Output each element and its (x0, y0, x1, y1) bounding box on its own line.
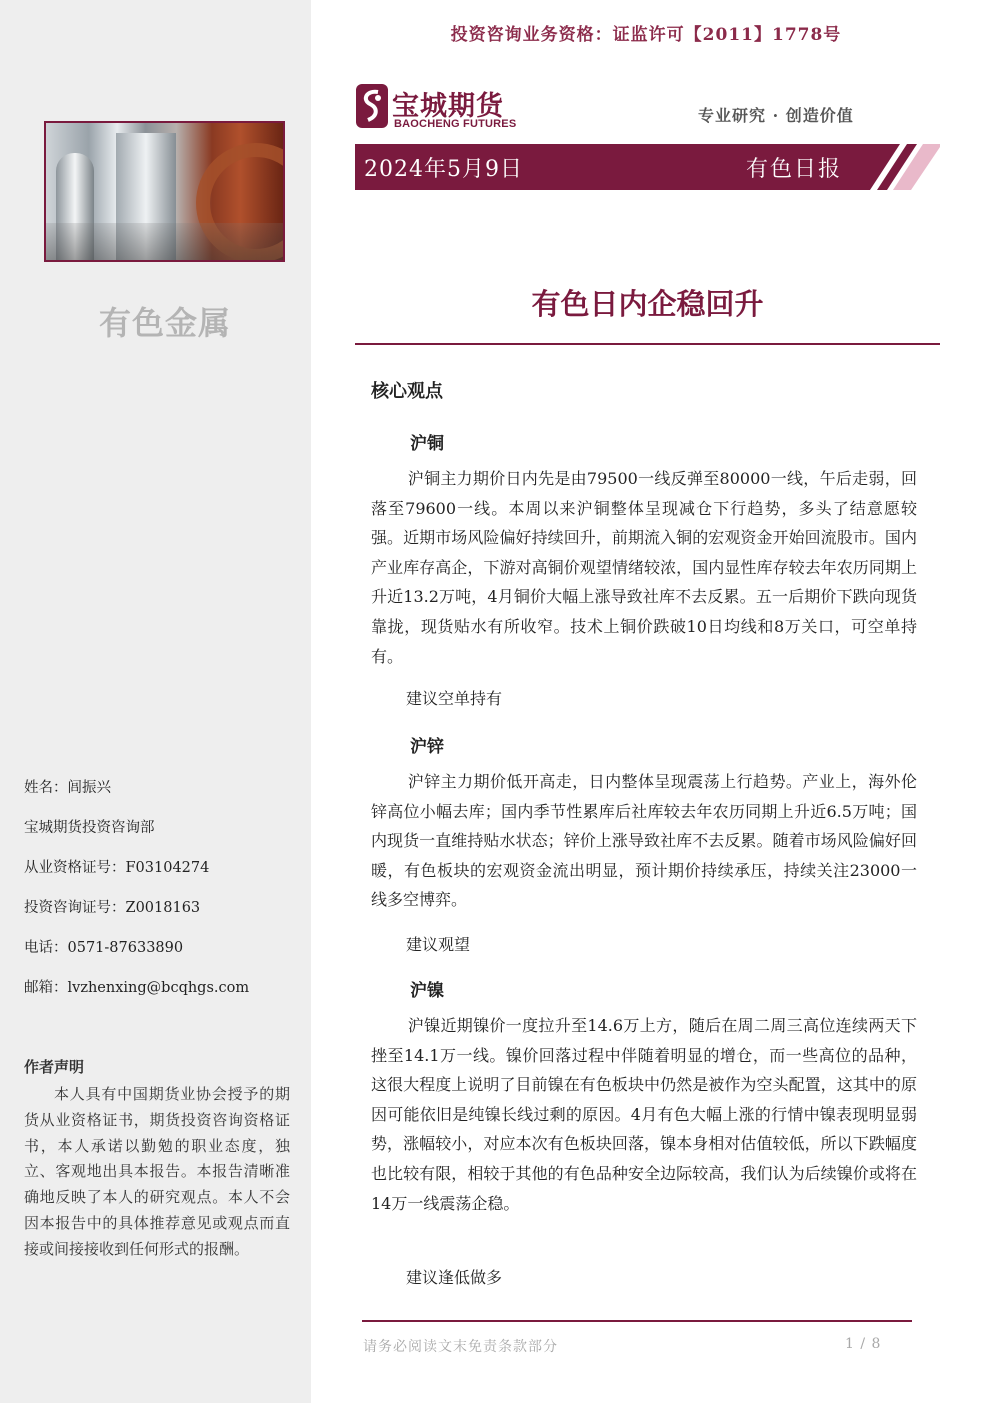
footer-disclaimer: 请务必阅读文末免责条款部分 (363, 1339, 558, 1355)
report-date: 2024年5月9日 (364, 157, 523, 182)
contact-info (24, 777, 304, 1017)
contact-name: 姓名：闾振兴 (24, 780, 111, 796)
section-copper-text: 沪铜主力期价日内先是由79500一线反弹至80000一线，午后走弱，回落至79600一线。本周以来沪铜整体呈现减仓下行趋势，多头了结意愿较强。近期市场风险偏好持续回升，前期流入铜的宏观资金开始回流股市。国内产业库存高企，下游对高铜价观望情绪较浓，国内显性库存较去年农历同期上升近13.2万吨，4月铜价大幅上涨导致社库不去反累。五一后期价下跌向现货靠拢，现货贴水有所收窄。技术上铜价跌破10日均线和8万关口，可空单持有。 (371, 469, 917, 666)
section-zinc-advice: 建议观望 (406, 935, 471, 954)
logo-cn-name: 宝城期货 (392, 91, 504, 122)
section-copper-advice: 建议空单持有 (406, 689, 503, 708)
page-number: 1 / 8 (845, 1336, 882, 1352)
contact-email: 邮箱：lvzhenxing@bcqhgs.com (24, 980, 250, 996)
logo-en-name: BAOCHENG FUTURES (394, 118, 517, 130)
main-title: 有色日内企稳回升 (531, 287, 764, 321)
section-nickel-advice: 建议逢低做多 (406, 1268, 503, 1287)
section-nickel-text: 沪镍近期镍价一度拉升至14.6万上方，随后在周二周三高位连续两天下挫至14.1万一线。镍价回落过程中伴随着明显的增仓，而一些高位的品种，这很大程度上说明了目前镍在有色板块中仍然是被作为空头配置，这其中的原因可能依旧是纯镍长线过剩的原因。4月有色大幅上涨的行情中镍表现明显弱势，涨幅较小，对应本次有色板块回落，镍本身相对估值较低，所以下跌幅度也比较有限，相较于其他的有色品种安全边际较高，我们认为后续镍价或将在14万一线震荡企稳。 (371, 1016, 917, 1213)
footer-divider (362, 1320, 912, 1322)
section-zinc-text: 沪锌主力期价低开高走，日内整体呈现震荡上行趋势。产业上，海外伦锌高位小幅去库；国内季节性累库后社库较去年农历同期上升近6.5万吨；国内现货一直维持贴水状态；锌价上涨导致社库不去反累。随着市场风险偏好回暖，有色板块的宏观资金流出明显，预计期价持续承压，持续关注23000一线多空博弈。 (371, 772, 917, 910)
sidebar-category: 有色金属 (98, 304, 231, 342)
declaration-title: 作者声明 (24, 1058, 85, 1076)
contact-qualification: 从业资格证号：F03104274 (24, 860, 210, 876)
license-header: 投资咨询业务资格：证监许可【2011】1778号 (450, 25, 842, 45)
contact-department: 宝城期货投资咨询部 (24, 820, 155, 836)
section-nickel-heading: 沪镍 (410, 981, 444, 1001)
cover-photo (44, 121, 285, 262)
declaration-text: 本人具有中国期货业协会授予的期货从业资格证书，期货投资咨询资格证书，本人承诺以勤勉的职业态度，独立、客观地出具本报告。本报告清晰准确地反映了本人的研究观点。本人不会因本报告中的具体推荐意见或观点而直接或间接接收到任何形式的报酬。 (24, 1085, 290, 1258)
section-zinc-heading: 沪锌 (410, 737, 444, 757)
slogan: 专业研究 · 创造价值 (698, 106, 854, 125)
contact-phone: 电话：0571-87633890 (24, 940, 184, 956)
title-divider (355, 343, 940, 345)
core-heading: 核心观点 (371, 381, 443, 402)
section-copper-heading: 沪铜 (410, 434, 444, 454)
report-type: 有色日报 (746, 157, 843, 182)
contact-consulting-license: 投资咨询证号：Z0018163 (24, 900, 201, 916)
